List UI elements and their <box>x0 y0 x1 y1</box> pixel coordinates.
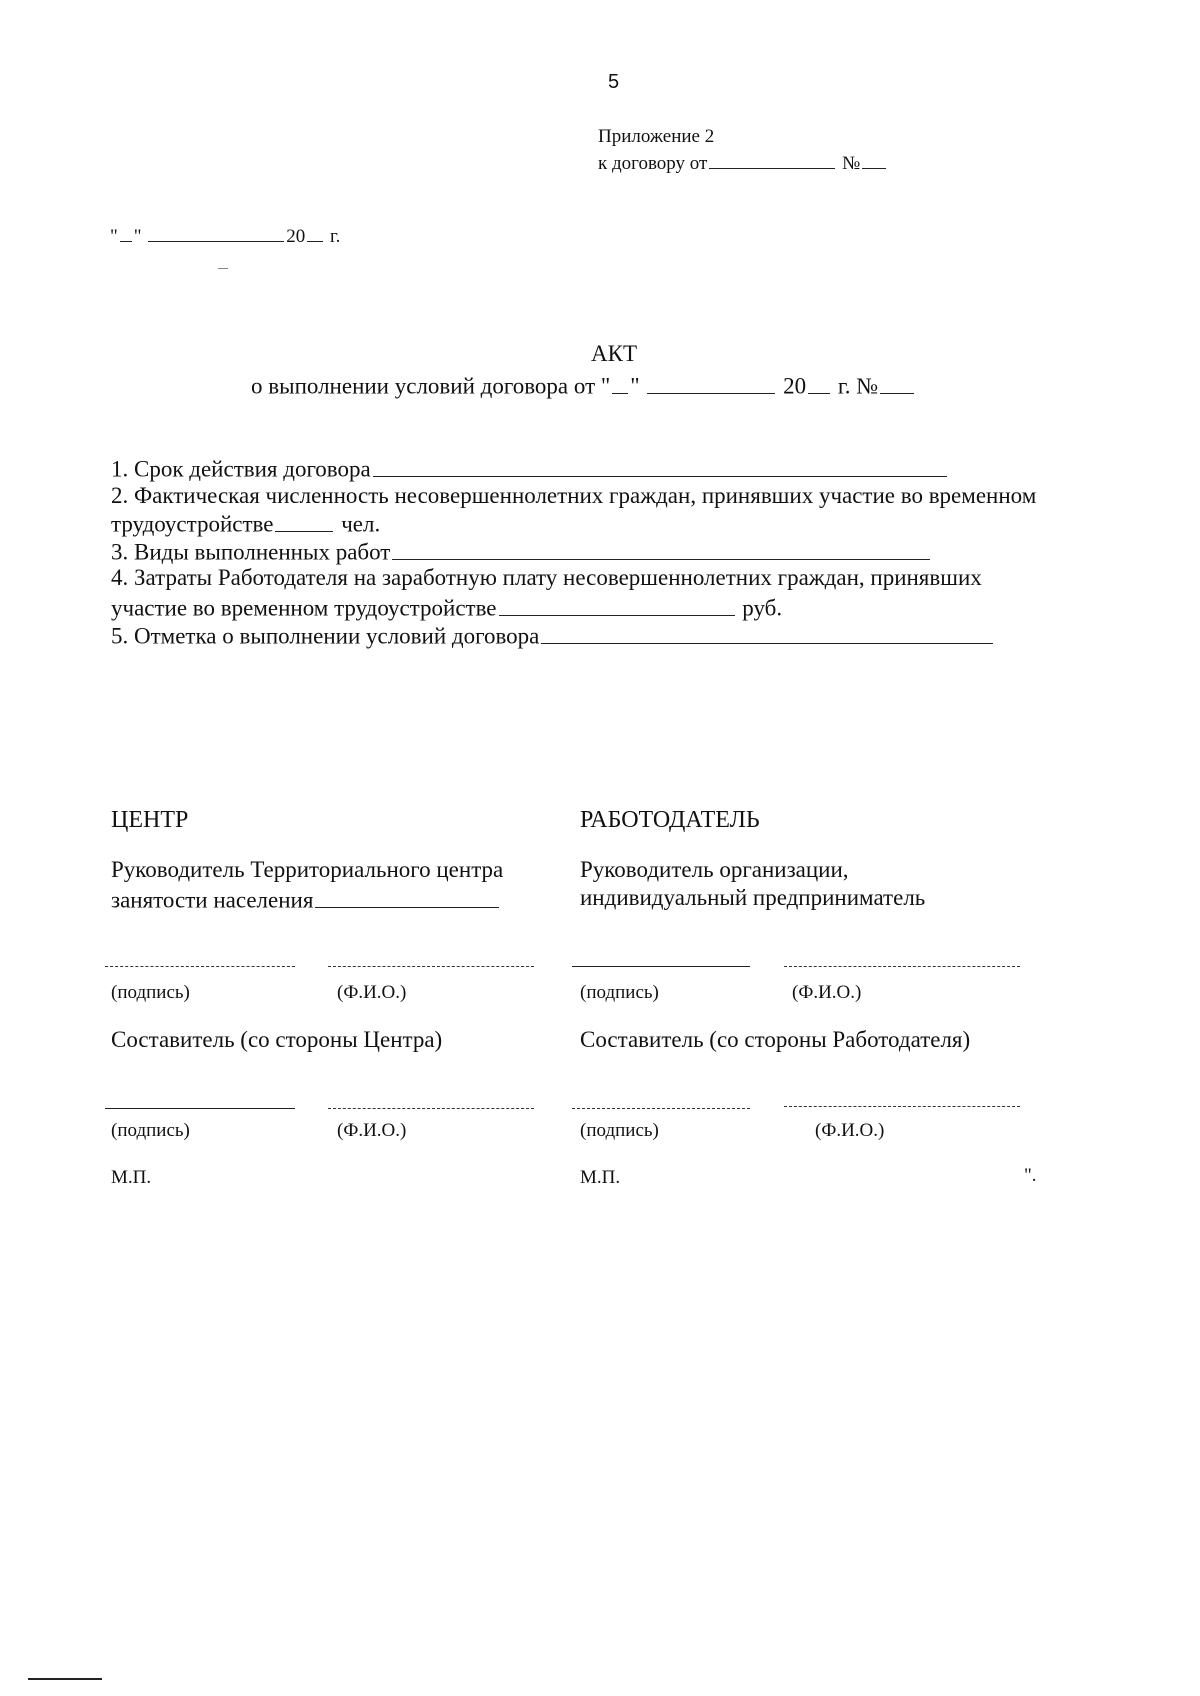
page-number: 5 <box>608 71 620 93</box>
center-head-line-2 <box>111 886 501 912</box>
employer-name-label: (Ф.И.О.) <box>792 982 862 1003</box>
item-1-blank <box>373 455 947 477</box>
item-2-blank <box>275 510 333 532</box>
center-heading: ЦЕНТР <box>111 807 189 833</box>
employer-compiler-signature-label: (подпись) <box>580 1120 659 1141</box>
item-5 <box>111 622 995 648</box>
act-year-prefix: 20 <box>783 373 807 399</box>
center-signature-line <box>105 966 295 967</box>
item-1-label: 1. Срок действия договора <box>111 456 371 482</box>
contract-number-blank <box>862 151 886 169</box>
act-day-blank <box>612 372 628 394</box>
center-compiler-name-line <box>328 1108 534 1109</box>
contract-date-blank <box>709 151 835 169</box>
employer-heading: РАБОТОДАТЕЛЬ <box>580 807 760 833</box>
employer-compiler-signature-line <box>572 1108 750 1109</box>
act-subtitle <box>251 372 916 398</box>
number-sign: № <box>842 153 861 175</box>
employer-signature-line <box>572 966 750 967</box>
act-year-suffix: г. № <box>837 373 879 399</box>
year-blank <box>307 224 323 242</box>
act-year-blank <box>808 372 830 394</box>
employer-stamp: М.П. <box>580 1167 621 1188</box>
center-compiler-name-label: (Ф.И.О.) <box>337 1120 407 1141</box>
employer-head-line-2: индивидуальный предприниматель <box>580 885 926 910</box>
item-1 <box>111 455 949 481</box>
item-2-line-1: 2. Фактическая численность несовершеннолетних граждан, принявших участие во временном <box>111 483 1037 508</box>
item-4-suffix: руб. <box>742 595 783 621</box>
item-5-label: 5. Отметка о выполнении условий договора <box>111 623 540 649</box>
center-signature-label: (подпись) <box>111 982 190 1003</box>
item-2-line-2 <box>111 510 380 536</box>
center-head-blank <box>315 886 499 908</box>
month-blank <box>148 224 284 242</box>
item-2-prefix: трудоустройстве <box>111 511 274 537</box>
date-quote-close: " <box>133 226 142 248</box>
center-compiler-signature-label: (подпись) <box>111 1120 190 1141</box>
center-stamp: М.П. <box>111 1167 152 1188</box>
item-4-line-2 <box>111 594 782 620</box>
employer-name-line <box>784 966 1020 967</box>
stray-mark <box>218 268 228 269</box>
act-month-blank <box>647 372 775 394</box>
item-5-blank <box>541 622 993 644</box>
act-quote-close: " <box>630 373 640 399</box>
center-compiler: Составитель (со стороны Центра) <box>111 1027 443 1052</box>
appendix-title: Приложение 2 <box>598 126 715 147</box>
center-compiler-signature-line <box>105 1108 295 1109</box>
date-quote-open: " <box>110 226 118 248</box>
item-4-blank <box>499 594 735 616</box>
year-suffix: г. <box>330 226 341 248</box>
day-blank <box>120 224 132 242</box>
employer-compiler-name-line <box>784 1106 1020 1107</box>
contract-ref-prefix: к договору от <box>598 153 708 175</box>
center-name-label: (Ф.И.О.) <box>337 982 407 1003</box>
item-3 <box>111 538 932 564</box>
item-3-blank <box>392 538 930 560</box>
employer-signature-label: (подпись) <box>580 982 659 1003</box>
item-3-label: 3. Виды выполненных работ <box>111 539 391 565</box>
appendix-contract-ref <box>598 151 888 173</box>
closing-quote: ". <box>1024 1165 1037 1186</box>
edge-mark <box>28 1678 102 1680</box>
item-2-suffix: чел. <box>341 511 381 537</box>
center-head-line-1: Руководитель Территориального центра <box>111 857 504 882</box>
item-4-line-1: 4. Затраты Работодателя на заработную плату несовершеннолетних граждан, принявших <box>111 565 982 590</box>
item-4-prefix: участие во временном трудоустройстве <box>111 595 497 621</box>
act-title: АКТ <box>591 341 637 366</box>
center-head-line-2-text: занятости населения <box>111 887 314 913</box>
employer-compiler: Составитель (со стороны Работодателя) <box>580 1027 971 1052</box>
employer-head-line-1: Руководитель организации, <box>580 857 849 882</box>
act-subtitle-prefix: о выполнении условий договора от " <box>251 373 611 399</box>
year-prefix: 20 <box>286 226 306 248</box>
center-name-line <box>328 966 534 967</box>
date-line <box>110 224 340 246</box>
act-number-blank <box>880 372 914 394</box>
employer-compiler-name-label: (Ф.И.О.) <box>815 1120 885 1141</box>
